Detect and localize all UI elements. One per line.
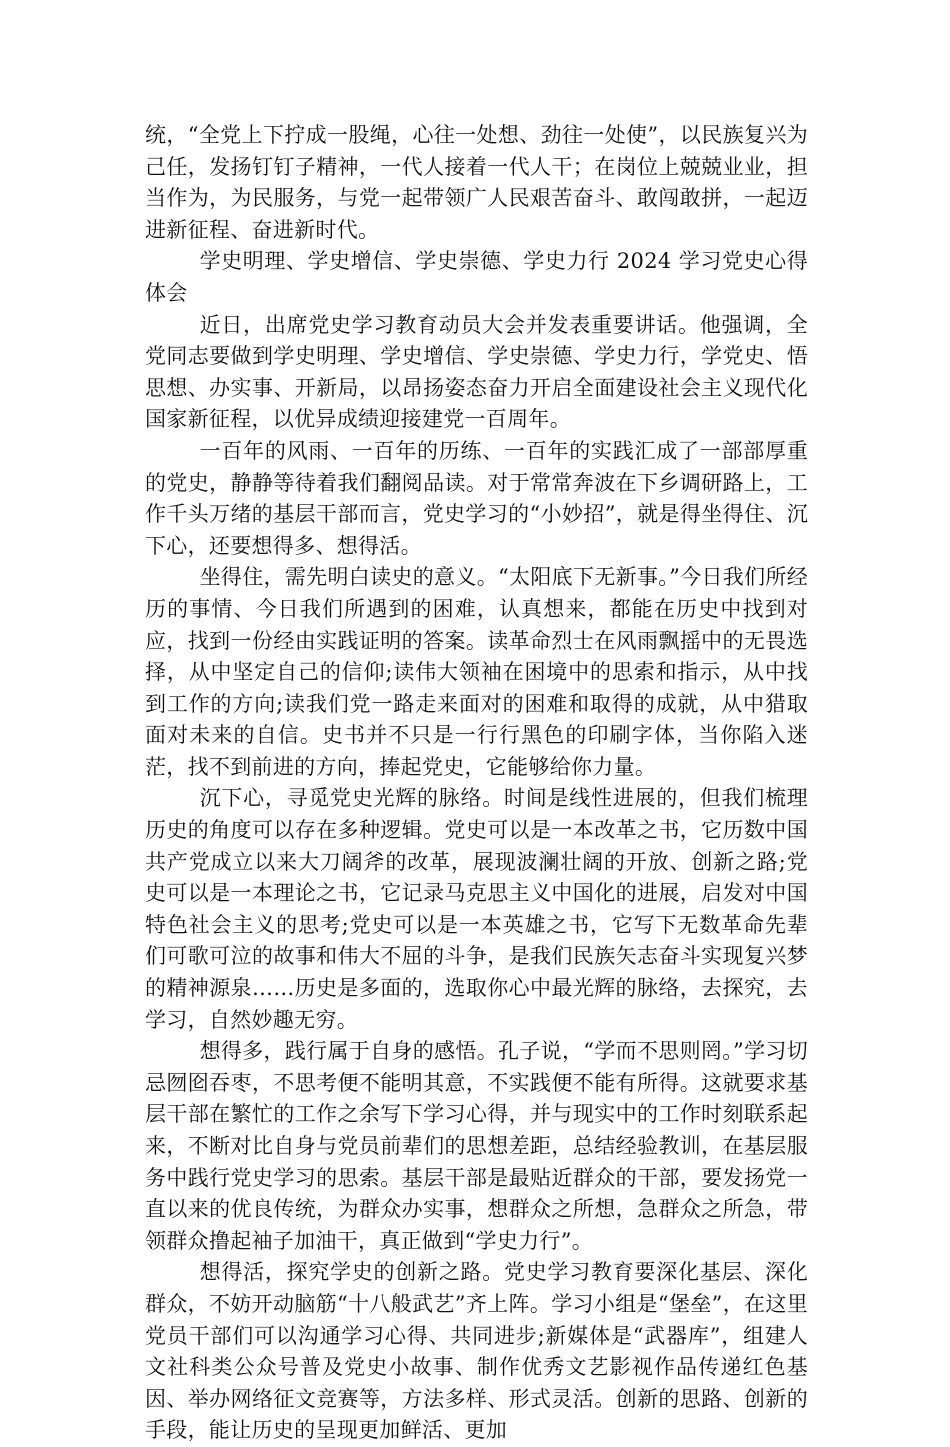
paragraph-continuation: 统，“全党上下拧成一股绳，心往一处想、劲往一处使”，以民族复兴为己任，发扬钉钉子精神，一代人接着一代人干；在岗位上兢兢业业，担当作为，为民服务，与党一起带领广人民艰苦奋斗、敢闯敢拼，一起迈进新征程、奋进新时代。	[145, 123, 808, 242]
paragraph-intro: 近日，出席党史学习教育动员大会并发表重要讲话。他强调，全党同志要做到学史明理、学史增信、学史崇德、学史力行，学党史、悟思想、办实事、开新局，以昂扬姿态奋力开启全面建设社会主义现代化国家新征程，以优异成绩迎接建党一百周年。	[145, 312, 808, 432]
paragraph-think-flexibly: 想得活，探究学史的创新之路。党史学习教育要深化基层、深化群众，不妨开动脑筋“十八般武艺”齐上阵。学习小组是“堡垒”，在这里党员干部们可以沟通学习心得、共同进步;新媒体是“武器库”，组建人文社科类公众号普及党史小故事、制作优秀文艺影视作品传递红色基因、举办网络征文竞赛等，方法多样、形式灵活。创新的思路、创新的手段，能让历史的呈现更加鲜活、更加	[145, 1260, 808, 1443]
paragraph-sit-still: 坐得住，需先明白读史的意义。“太阳底下无新事。”今日我们所经历的事情、今日我们所遇到的困难，认真想来，都能在历史中找到对应，找到一份经由实践证明的答案。读革命烈士在风雨飘摇中的无畏选择，从中坚定自己的信仰;读伟大领袖在困境中的思索和指示，从中找到工作的方向;读我们党一路走来面对的困难和取得的成就，从中猎取面对未来的自信。史书并不只是一行行黑色的印刷字体，当你陷入迷茫，找不到前进的方向，捧起党史，它能够给你力量。	[145, 565, 808, 779]
section-title: 学史明理、学史增信、学史崇德、学史力行 2024 学习党史心得体会	[145, 249, 808, 305]
document-body	[145, 120, 808, 1447]
paragraph-history: 一百年的风雨、一百年的历练、一百年的实践汇成了一部部厚重的党史，静静等待着我们翻阅品读。对于常常奔波在下乡调研路上，工作千头万绪的基层干部而言，党史学习的“小妙招”，就是得坐得住、沉下心，还要想得多、想得活。	[145, 438, 808, 558]
paragraph-think-more: 想得多，践行属于自身的感悟。孔子说，“学而不思则罔。”学习切忌囫囵吞枣，不思考便不能明其意，不实践便不能有所得。这就要求基层干部在繁忙的工作之余写下学习心得，并与现实中的工作时刻联系起来，不断对比自身与党员前辈们的思想差距，总结经验教训，在基层服务中践行党史学习的思索。基层干部是最贴近群众的干部，要发扬党一直以来的优良传统，为群众办实事，想群众之所想，急群众之所急，带领群众撸起袖子加油干，真正做到“学史力行”。	[145, 1039, 808, 1253]
paragraph-calm-down: 沉下心，寻觅党史光辉的脉络。时间是线性进展的，但我们梳理历史的角度可以存在多种逻辑。党史可以是一本改革之书，它历数中国共产党成立以来大刀阔斧的改革，展现波澜壮阔的开放、创新之路;党史可以是一本理论之书，它记录马克思主义中国化的进展，启发对中国特色社会主义的思考;党史可以是一本英雄之书，它写下无数革命先辈们可歌可泣的故事和伟大不屈的斗争，是我们民族矢志奋斗实现复兴梦的精神源泉……历史是多面的，选取你心中最光辉的脉络，去探究，去学习，自然妙趣无穷。	[145, 786, 808, 1032]
